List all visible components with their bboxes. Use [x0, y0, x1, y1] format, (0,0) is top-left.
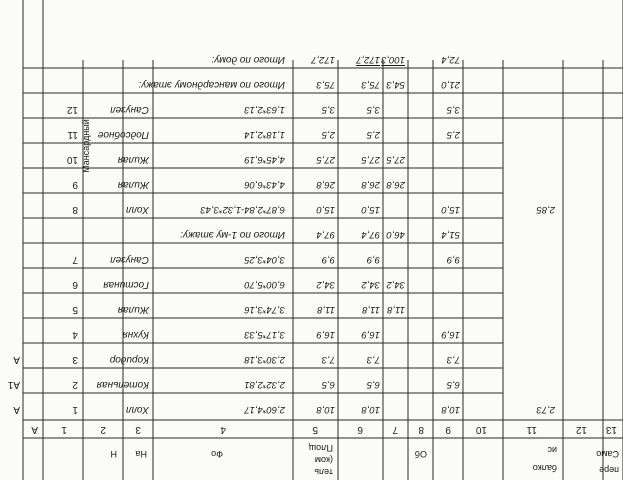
room-name: Котельная — [96, 379, 149, 390]
area-total: 7,3 — [321, 354, 335, 365]
hdr-col5: Фо — [211, 449, 223, 459]
col-number: 6 — [357, 424, 363, 435]
hdr-col7: Об — [414, 449, 427, 459]
hdr-col6-line3: тель — [314, 467, 333, 477]
summary-label: Итого по дому: — [211, 54, 285, 65]
room-number: 6 — [72, 279, 78, 290]
area-total: 97,4 — [316, 229, 335, 240]
hdr-col12-line2: пере — [599, 465, 619, 475]
col-number: 3 — [135, 424, 141, 435]
room-number: 12 — [66, 104, 78, 115]
room-name: Жилая — [117, 179, 149, 190]
area-living: 97,4 — [361, 229, 380, 240]
room-formula: 2,30*3,18 — [244, 354, 285, 365]
area-total: 3,5 — [321, 104, 335, 115]
area-living: 75,3 — [361, 79, 380, 90]
room-formula: 3,17*5,33 — [244, 329, 285, 340]
area-col7: 15,0 — [361, 204, 380, 215]
area-aux: 21,0 — [441, 79, 460, 90]
room-name: Холл — [125, 404, 149, 415]
col-number: 1 — [61, 424, 67, 435]
area-total: 6,5 — [321, 379, 335, 390]
hdr-col12-line1: Само — [596, 449, 619, 459]
room-formula: 2,32*2,81 — [244, 379, 285, 390]
area-total: 27,5 — [316, 154, 335, 165]
area-total: 26,8 — [316, 179, 335, 190]
hdr-col10-line1: ис — [547, 445, 557, 455]
area-living: 11,8 — [387, 304, 405, 315]
col-number: 2 — [100, 424, 106, 435]
room-name: Гостиная — [103, 279, 149, 290]
area-total: 11,8 — [317, 304, 335, 315]
side-mark: А — [13, 404, 20, 415]
area-aux: 9,9 — [446, 254, 460, 265]
room-number: 5 — [72, 304, 78, 315]
area-col7: 27,5 — [361, 154, 380, 165]
room-formula: 2,60*4,17 — [244, 404, 285, 415]
side-mark: А — [13, 354, 20, 365]
col-number: 10 — [475, 424, 487, 435]
room-name: Санузел — [110, 254, 149, 265]
room-name: Коридор — [109, 354, 149, 365]
room-name: Кухня — [122, 329, 149, 340]
area-main: 100,3 — [381, 54, 405, 65]
room-number: 9 — [72, 179, 78, 190]
col-number: 13 — [605, 424, 617, 435]
area-aux: 51,4 — [441, 229, 460, 240]
room-number: 4 — [72, 329, 78, 340]
room-number: 10 — [66, 154, 78, 165]
area-main: 46,0 — [386, 229, 405, 240]
room-formula: 4,45*6,19 — [244, 154, 285, 165]
room-name: Подсобное — [97, 129, 149, 140]
area-total: 172,7 — [311, 54, 335, 65]
col-number: 5 — [312, 424, 318, 435]
room-number: 8 — [72, 204, 78, 215]
room-name: Холл — [125, 204, 149, 215]
hdr-col3: Н — [110, 449, 117, 459]
area-living: 172,7 — [356, 54, 380, 65]
side-mark: А — [31, 424, 38, 435]
area-aux: 6,5 — [446, 379, 460, 390]
area-col7: 11,8 — [362, 304, 380, 315]
col-number: 7 — [392, 424, 398, 435]
room-number: 7 — [72, 254, 78, 265]
room-formula: 6,87*2,84-1,32*3,43 — [200, 204, 285, 215]
area-aux: 3,5 — [446, 104, 460, 115]
area-aux: 2,5 — [446, 129, 460, 140]
area-total: 2,5 — [321, 129, 335, 140]
area-aux: 10,8 — [441, 404, 460, 415]
area-col7: 9,9 — [366, 254, 380, 265]
room-number: 3 — [72, 354, 78, 365]
room-number: 2 — [72, 379, 78, 390]
area-living: 26,8 — [386, 179, 405, 190]
area-aux: 15,0 — [441, 204, 460, 215]
room-name: Санузел — [110, 104, 149, 115]
area-col7: 26,8 — [361, 179, 380, 190]
hdr-col6-line1: Площ — [308, 443, 333, 453]
area-balcony: 2,85 — [536, 204, 555, 215]
area-total: 75,3 — [316, 79, 335, 90]
room-formula: 3,04*3,25 — [244, 254, 285, 265]
room-formula: 1,18*2,14 — [244, 129, 285, 140]
summary-label: Итого по 1-му этажу: — [180, 229, 285, 240]
col-number: 8 — [418, 424, 424, 435]
area-living: 27,5 — [386, 154, 405, 165]
room-formula: 4,43*6,06 — [244, 179, 285, 190]
col-number: 11 — [526, 424, 537, 435]
room-formula: 3,74*3,16 — [244, 304, 285, 315]
area-aux: 72,4 — [441, 54, 460, 65]
room-number: 1 — [72, 404, 78, 415]
area-main: 54,3 — [386, 79, 405, 90]
room-number: 11 — [67, 129, 78, 140]
area-balcony: 2,73 — [536, 404, 555, 415]
area-col7: 3,5 — [366, 104, 380, 115]
summary-label: Итого по мансардному этажу: — [138, 79, 285, 90]
area-total: 15,0 — [316, 204, 335, 215]
room-name: Жилая — [117, 154, 149, 165]
hdr-col4: На — [135, 449, 147, 459]
area-col7: 2,5 — [366, 129, 380, 140]
hdr-col6-line2: (ком — [314, 455, 333, 465]
area-aux: 16,9 — [441, 329, 460, 340]
area-col7: 16,9 — [361, 329, 380, 340]
area-col7: 6,5 — [366, 379, 380, 390]
area-total: 34,2 — [316, 279, 335, 290]
side-mark: А1 — [7, 379, 20, 390]
col-number: 12 — [575, 424, 587, 435]
area-total: 16,9 — [316, 329, 335, 340]
hdr-col10-line2: балко — [532, 463, 557, 473]
area-col7: 10,8 — [361, 404, 380, 415]
area-total: 9,9 — [321, 254, 335, 265]
room-formula: 1,63*2,13 — [244, 104, 285, 115]
area-aux: 7,3 — [446, 354, 460, 365]
area-total: 10,8 — [316, 404, 335, 415]
area-col7: 7,3 — [366, 354, 380, 365]
room-name: Жилая — [117, 304, 149, 315]
col-number: 9 — [445, 424, 451, 435]
area-col7: 34,2 — [361, 279, 380, 290]
room-formula: 6,00*5,70 — [244, 279, 285, 290]
area-living: 34,2 — [386, 279, 405, 290]
col-number: 4 — [220, 424, 226, 435]
floor-label: Мансардный — [81, 119, 92, 173]
